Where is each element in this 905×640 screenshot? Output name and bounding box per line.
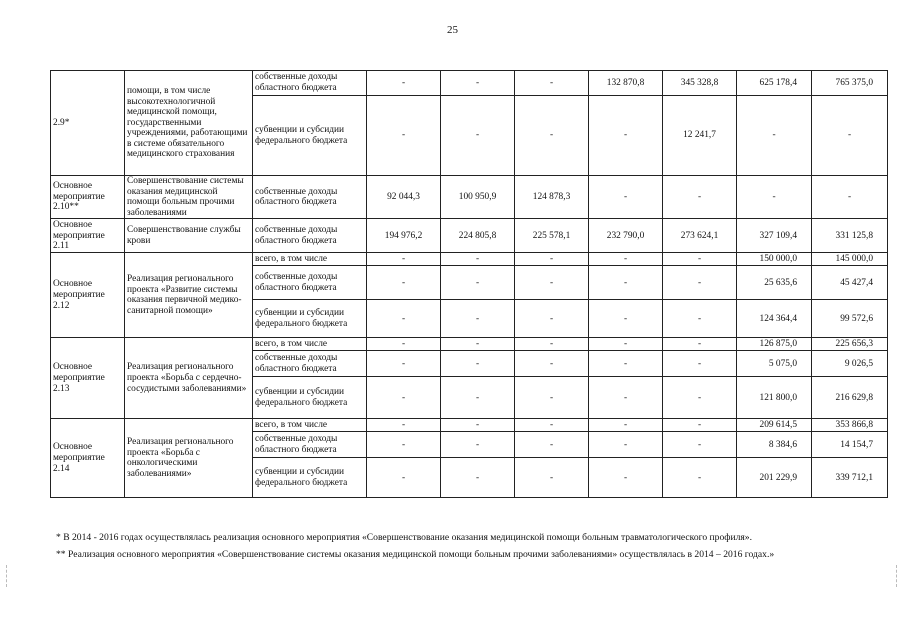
budget-value: - xyxy=(441,377,515,419)
budget-value: 126 875,0 xyxy=(737,338,812,351)
budget-value: - xyxy=(589,432,663,458)
budget-value: - xyxy=(515,253,589,266)
budget-value: 339 712,1 xyxy=(812,458,888,498)
budget-value: - xyxy=(589,253,663,266)
measure-name: помощи, в том числе высокотехнологичной медицинской помощи, государственными учреждениями, работающими в системе обязательного медицинского страхования xyxy=(125,71,253,176)
funding-source: собственные доходы областного бюджета xyxy=(253,351,367,377)
budget-value: - xyxy=(589,300,663,338)
budget-value: - xyxy=(367,351,441,377)
measure-number: 2.9* xyxy=(51,71,125,176)
budget-value: - xyxy=(515,266,589,300)
budget-value: 145 000,0 xyxy=(812,253,888,266)
budget-value: - xyxy=(515,300,589,338)
budget-value: - xyxy=(737,96,812,176)
budget-value: 5 075,0 xyxy=(737,351,812,377)
footnote-1: * В 2014 - 2016 годах осуществлялась реализация основного мероприятия «Совершенствование оказания медицинской помощи больным травматологического профиля». xyxy=(56,532,752,543)
budget-value: 121 800,0 xyxy=(737,377,812,419)
budget-value: - xyxy=(589,419,663,432)
budget-value: - xyxy=(663,253,737,266)
budget-value: 12 241,7 xyxy=(663,96,737,176)
budget-value: - xyxy=(663,419,737,432)
footnote-2: ** Реализация основного мероприятия «Совершенствование системы оказания медицинской помощи больным прочими заболеваниями» осуществлялась в 2014 – 2016 годах.» xyxy=(56,549,775,560)
budget-value: - xyxy=(367,458,441,498)
measure-number: Основное мероприятие 2.10** xyxy=(51,176,125,219)
table-row xyxy=(51,71,888,96)
budget-value: 100 950,9 xyxy=(441,176,515,219)
funding-source: всего, в том числе xyxy=(253,338,367,351)
budget-value: - xyxy=(441,300,515,338)
budget-value: 194 976,2 xyxy=(367,219,441,253)
scan-edge-mark-left xyxy=(6,565,9,587)
budget-table xyxy=(50,70,888,498)
measure-number: Основное мероприятие 2.13 xyxy=(51,338,125,419)
measure-name: Реализация регионального проекта «Борьба с сердечно-сосудистыми заболеваниями» xyxy=(125,338,253,419)
page-number: 25 xyxy=(447,24,458,36)
budget-value: 25 635,6 xyxy=(737,266,812,300)
budget-value: 353 866,8 xyxy=(812,419,888,432)
scan-edge-mark-right xyxy=(896,565,899,587)
budget-value: - xyxy=(589,176,663,219)
budget-value: 625 178,4 xyxy=(737,71,812,96)
budget-value: - xyxy=(589,338,663,351)
budget-value: - xyxy=(589,266,663,300)
budget-value: 209 614,5 xyxy=(737,419,812,432)
funding-source: собственные доходы областного бюджета xyxy=(253,176,367,219)
funding-source: субвенции и субсидии федерального бюджета xyxy=(253,458,367,498)
budget-value: - xyxy=(663,266,737,300)
budget-value: - xyxy=(367,300,441,338)
table-row xyxy=(51,253,888,266)
funding-source: субвенции и субсидии федерального бюджета xyxy=(253,96,367,176)
budget-value: - xyxy=(367,266,441,300)
funding-source: всего, в том числе xyxy=(253,419,367,432)
funding-source: собственные доходы областного бюджета xyxy=(253,219,367,253)
budget-value: - xyxy=(367,338,441,351)
budget-value: 216 629,8 xyxy=(812,377,888,419)
table-row xyxy=(51,219,888,253)
budget-value: - xyxy=(663,432,737,458)
funding-source: собственные доходы областного бюджета xyxy=(253,432,367,458)
measure-name: Реализация регионального проекта «Развитие системы оказания первичной медико-санитарной помощи» xyxy=(125,253,253,338)
budget-value: - xyxy=(515,71,589,96)
budget-value: 327 109,4 xyxy=(737,219,812,253)
measure-name: Совершенствование службы крови xyxy=(125,219,253,253)
measure-number: Основное мероприятие 2.12 xyxy=(51,253,125,338)
funding-source: субвенции и субсидии федерального бюджета xyxy=(253,300,367,338)
budget-value: - xyxy=(441,419,515,432)
budget-value: 225 656,3 xyxy=(812,338,888,351)
measure-name: Реализация регионального проекта «Борьба с онкологическими заболеваниями» xyxy=(125,419,253,498)
budget-value: - xyxy=(441,266,515,300)
budget-value: 224 805,8 xyxy=(441,219,515,253)
budget-value: 132 870,8 xyxy=(589,71,663,96)
budget-value: 8 384,6 xyxy=(737,432,812,458)
budget-value: 14 154,7 xyxy=(812,432,888,458)
budget-value: 45 427,4 xyxy=(812,266,888,300)
budget-value: - xyxy=(663,377,737,419)
budget-value: - xyxy=(515,432,589,458)
budget-value: - xyxy=(663,458,737,498)
measure-number: Основное мероприятие 2.11 xyxy=(51,219,125,253)
budget-value: 124 364,4 xyxy=(737,300,812,338)
budget-value: - xyxy=(441,432,515,458)
footnotes xyxy=(56,529,774,563)
budget-value: - xyxy=(812,96,888,176)
budget-value: - xyxy=(589,377,663,419)
budget-value: - xyxy=(515,96,589,176)
budget-value: - xyxy=(589,96,663,176)
funding-source: субвенции и субсидии федерального бюджета xyxy=(253,377,367,419)
budget-value: - xyxy=(812,176,888,219)
budget-value: 201 229,9 xyxy=(737,458,812,498)
budget-value: - xyxy=(441,458,515,498)
budget-value: 92 044,3 xyxy=(367,176,441,219)
budget-value: - xyxy=(367,71,441,96)
budget-value: - xyxy=(441,253,515,266)
table-row xyxy=(51,176,888,219)
budget-value: 331 125,8 xyxy=(812,219,888,253)
table-row xyxy=(51,338,888,351)
funding-source: всего, в том числе xyxy=(253,253,367,266)
budget-value: - xyxy=(367,96,441,176)
budget-value: 232 790,0 xyxy=(589,219,663,253)
budget-value: - xyxy=(663,338,737,351)
budget-value: - xyxy=(589,351,663,377)
funding-source: собственные доходы областного бюджета xyxy=(253,71,367,96)
budget-value: - xyxy=(515,377,589,419)
budget-value: - xyxy=(515,458,589,498)
measure-number: Основное мероприятие 2.14 xyxy=(51,419,125,498)
budget-value: - xyxy=(515,419,589,432)
budget-value: - xyxy=(515,338,589,351)
budget-value: - xyxy=(367,432,441,458)
budget-value: - xyxy=(441,338,515,351)
budget-value: 225 578,1 xyxy=(515,219,589,253)
budget-value: - xyxy=(515,351,589,377)
table-row xyxy=(51,419,888,432)
budget-value: 765 375,0 xyxy=(812,71,888,96)
budget-value: 150 000,0 xyxy=(737,253,812,266)
budget-value: - xyxy=(589,458,663,498)
budget-value: 345 328,8 xyxy=(663,71,737,96)
budget-value: - xyxy=(663,300,737,338)
budget-value: - xyxy=(367,377,441,419)
budget-value: - xyxy=(367,253,441,266)
budget-value: 273 624,1 xyxy=(663,219,737,253)
budget-value: - xyxy=(441,71,515,96)
budget-value: - xyxy=(367,419,441,432)
funding-source: собственные доходы областного бюджета xyxy=(253,266,367,300)
budget-value: - xyxy=(441,351,515,377)
budget-value: - xyxy=(663,351,737,377)
budget-value: 124 878,3 xyxy=(515,176,589,219)
budget-value: - xyxy=(737,176,812,219)
budget-value: - xyxy=(441,96,515,176)
budget-value: 9 026,5 xyxy=(812,351,888,377)
budget-value: 99 572,6 xyxy=(812,300,888,338)
measure-name: Совершенствование системы оказания медицинской помощи больным прочими заболеваниями xyxy=(125,176,253,219)
budget-value: - xyxy=(663,176,737,219)
